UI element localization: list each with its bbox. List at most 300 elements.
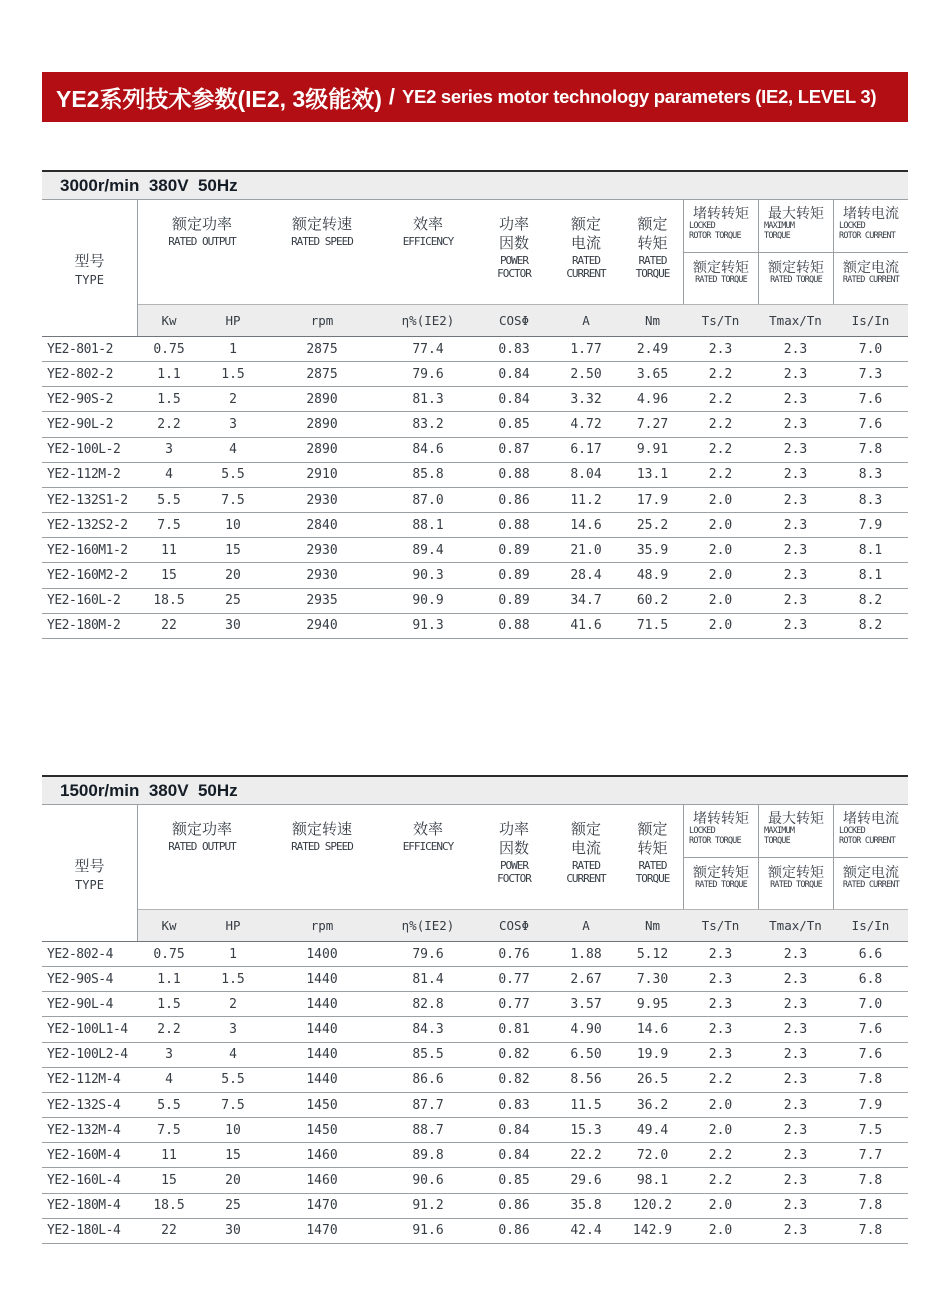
cell-rated-current: 6.17 [570,442,602,458]
cell-efficiency: 87.0 [412,492,444,508]
cell-hp: 30 [225,1223,241,1239]
column-header-en: CURRENT [566,267,606,281]
cell-rated-current: 21.0 [570,542,602,558]
cell-rpm: 1440 [306,1022,338,1038]
ratio-denominator-zh: 额定转矩 [693,864,749,880]
cell-cos-phi: 0.86 [498,492,530,508]
cell-rated-torque: 2.49 [636,341,669,357]
cell-hp: 20 [225,1172,241,1188]
column-header-en: RATED SPEED [291,839,353,853]
cell-type: YE2-180L-4 [47,1223,121,1239]
type-column-header [42,200,138,336]
speed-bar [42,775,908,805]
table-row [42,1219,908,1244]
cell-kw: 0.75 [153,946,185,962]
column-header-ts-tn [683,200,758,304]
cell-kw: 5.5 [157,492,181,508]
cell-kw: 22 [161,618,177,634]
cell-ts-tn: 2.2 [708,391,733,407]
column-header-zh: 功率 [498,216,529,233]
cell-rpm: 2935 [306,593,338,609]
cell-ts-tn: 2.3 [708,971,733,987]
speed-bar [42,170,908,200]
cell-ts-tn: 2.0 [708,492,733,508]
cell-rated-torque: 3.65 [636,366,669,382]
column-header-zh: 额定转速 [291,216,352,233]
cell-is-in: 7.5 [858,1122,883,1138]
table-row [42,362,908,387]
cell-is-in: 7.3 [858,366,883,382]
unit-tmax-tn: Tmax/Tn [769,313,822,329]
ratio-numerator-zh: 堵转转矩 [693,205,749,221]
cell-cos-phi: 0.77 [498,996,530,1012]
unit-efficiency: η%(IE2) [401,313,455,329]
cell-efficiency: 91.2 [412,1198,444,1214]
cell-kw: 3 [165,1047,173,1063]
cell-rpm: 2875 [306,366,338,382]
cell-kw: 1.1 [157,971,181,987]
cell-rated-current: 15.3 [570,1122,602,1138]
cell-type: YE2-160M2-2 [47,567,128,583]
cell-rated-torque: 19.9 [636,1047,669,1063]
cell-rpm: 1440 [306,1072,338,1088]
ratio-numerator [834,200,908,253]
cell-rpm: 1440 [306,971,338,987]
ratio-numerator [834,805,908,858]
column-header-en: POWER [499,253,529,267]
banner-title-divider: / [388,84,396,109]
unit-rated-torque: Nm [644,918,661,934]
cell-rated-torque: 13.1 [636,467,669,483]
cell-hp: 4 [229,442,237,458]
cell-is-in: 7.9 [858,517,883,533]
column-header-is-in [833,200,908,304]
column-header-zh: 效率 [412,821,443,838]
cell-cos-phi: 0.89 [498,542,530,558]
column-header-zh: 额定 [570,216,601,233]
cell-ts-tn: 2.2 [708,417,733,433]
cell-rpm: 1450 [306,1122,338,1138]
cell-type: YE2-180M-2 [47,618,121,634]
cell-hp: 5.5 [221,1072,245,1088]
ratio-denominator-zh: 额定电流 [843,864,899,880]
cell-efficiency: 85.8 [412,467,444,483]
column-header-en: POWER [499,858,529,872]
ratio-denominator-zh: 额定转矩 [768,864,824,880]
cell-is-in: 7.6 [858,1047,883,1063]
unit-kw: Kw [161,313,177,329]
ratio-numerator-en: ROTOR TORQUE [689,231,741,242]
cell-kw: 22 [161,1223,177,1239]
cell-type: YE2-90L-2 [47,417,113,433]
cell-type: YE2-90S-4 [47,971,113,987]
table-row [42,488,908,513]
cell-hp: 1 [229,946,237,962]
ratio-numerator-en: TORQUE [764,836,790,847]
cell-hp: 1.5 [221,971,245,987]
ratio-numerator-en: MAXIMUM [764,826,795,837]
cell-rated-current: 11.5 [570,1097,602,1113]
column-header-rated-current [622,200,683,304]
cell-type: YE2-90S-2 [47,391,113,407]
cell-tmax-tn: 2.3 [783,517,808,533]
cell-rated-torque: 14.6 [636,1022,669,1038]
cell-rpm: 1460 [306,1147,338,1163]
cell-tmax-tn: 2.3 [783,971,808,987]
cell-tmax-tn: 2.3 [783,1122,808,1138]
cell-tmax-tn: 2.3 [783,1047,808,1063]
cell-cos-phi: 0.87 [498,442,530,458]
cell-rpm: 2930 [306,542,338,558]
cell-efficiency: 90.9 [412,593,444,609]
cell-ts-tn: 2.0 [708,567,733,583]
cell-type: YE2-132S2-2 [47,517,128,533]
cell-hp: 1.5 [221,366,245,382]
cell-hp: 3 [229,417,237,433]
cell-rated-torque: 98.1 [636,1172,669,1188]
cell-rpm: 1450 [306,1097,338,1113]
cell-is-in: 7.9 [858,1097,883,1113]
unit-hp: HP [225,918,241,934]
unit-cos-phi: COSΦ [498,918,530,934]
table-row [42,1143,908,1168]
column-header-rpm [378,805,478,909]
column-header-efficiency [478,805,550,909]
cell-cos-phi: 0.88 [498,618,530,634]
ratio-denominator-zh: 额定转矩 [693,259,749,275]
table-body [42,337,908,639]
cell-efficiency: 90.6 [412,1172,444,1188]
cell-is-in: 6.8 [858,971,883,987]
cell-rated-torque: 120.2 [632,1198,673,1214]
cell-ts-tn: 2.3 [708,341,733,357]
column-header-is-in [833,805,908,909]
unit-rated-torque: Nm [644,313,661,329]
table-row [42,1068,908,1093]
cell-ts-tn: 2.0 [708,542,733,558]
column-header-zh: 功率 [498,821,529,838]
cell-rated-current: 1.77 [570,341,602,357]
cell-tmax-tn: 2.3 [783,467,808,483]
cell-kw: 2.2 [157,1022,181,1038]
cell-rated-torque: 26.5 [636,1072,669,1088]
cell-ts-tn: 2.0 [708,517,733,533]
column-header-efficiency [478,200,550,304]
banner-title-zh: YE2系列技术参数(IE2, 3级能效) [56,85,382,112]
cell-hp: 25 [225,1198,241,1214]
cell-rated-current: 22.2 [570,1147,602,1163]
cell-ts-tn: 2.3 [708,996,733,1012]
cell-type: YE2-100L-2 [47,442,121,458]
cell-ts-tn: 2.3 [708,1047,733,1063]
cell-rated-current: 29.6 [570,1172,602,1188]
cell-rpm: 1400 [306,946,338,962]
cell-type: YE2-160M1-2 [47,542,128,558]
cell-type: YE2-132M-4 [47,1122,121,1138]
cell-ts-tn: 2.2 [708,1147,733,1163]
ratio-denominator-en: RATED TORQUE [695,275,747,286]
cell-rated-current: 42.4 [570,1223,602,1239]
ratio-denominator [834,858,908,909]
unit-hp: HP [225,313,241,329]
cell-type: YE2-160M-4 [47,1147,121,1163]
column-header-ts-tn [683,805,758,909]
type-column-header [42,805,138,941]
cell-rated-current: 3.57 [570,996,602,1012]
cell-is-in: 7.0 [858,996,883,1012]
column-header-en: RATED OUTPUT [168,234,236,248]
speed-bar-title: 3000r/min 380V 50Hz [60,175,238,195]
cell-rpm: 1460 [306,1172,338,1188]
table-row [42,412,908,437]
column-header-en: RATED [571,858,601,872]
cell-ts-tn: 2.0 [708,1122,733,1138]
column-header-en: EFFICENCY [402,839,454,853]
table-row [42,1194,908,1219]
cell-type: YE2-180M-4 [47,1198,121,1214]
cell-efficiency: 91.3 [412,618,444,634]
cell-efficiency: 88.7 [412,1122,444,1138]
cell-tmax-tn: 2.3 [783,542,808,558]
unit-cos-phi: COSΦ [498,313,530,329]
cell-rated-current: 41.6 [570,618,602,634]
cell-ts-tn: 2.0 [708,1198,733,1214]
cell-hp: 2 [229,391,237,407]
unit-ts-tn: Ts/Tn [701,313,740,329]
column-header-zh: 转矩 [637,839,668,857]
cell-hp: 25 [225,593,241,609]
cell-rpm: 1470 [306,1198,338,1214]
cell-cos-phi: 0.83 [498,341,530,357]
ratio-numerator-en: TORQUE [764,231,790,242]
cell-hp: 10 [225,517,241,533]
cell-kw: 7.5 [157,517,181,533]
cell-efficiency: 81.4 [412,971,444,987]
cell-efficiency: 90.3 [412,567,444,583]
banner-title-en: YE2 series motor technology parameters (IE2, LEVEL 3) [402,86,877,107]
cell-hp: 15 [225,1147,241,1163]
cell-rated-current: 1.88 [570,946,602,962]
cell-is-in: 8.2 [858,593,883,609]
cell-rated-torque: 36.2 [636,1097,669,1113]
type-label-zh: 型号 [74,857,105,875]
cell-ts-tn: 2.2 [708,442,733,458]
cell-efficiency: 89.4 [412,542,444,558]
cell-efficiency: 87.7 [412,1097,444,1113]
table-row [42,563,908,588]
type-label-zh: 型号 [74,252,105,270]
column-header-hp [266,805,378,909]
unit-is-in: Is/In [851,918,890,934]
cell-rated-current: 3.32 [570,391,602,407]
parameters-table-3000rpm [42,170,908,639]
cell-rpm: 2890 [306,391,338,407]
cell-hp: 1 [229,341,237,357]
cell-type: YE2-100L1-4 [47,1022,128,1038]
cell-rated-current: 34.7 [570,593,602,609]
cell-type: YE2-160L-4 [47,1172,121,1188]
ratio-denominator [684,253,758,304]
cell-hp: 30 [225,618,241,634]
cell-rpm: 2930 [306,492,338,508]
ratio-denominator [759,858,833,909]
cell-rated-current: 2.67 [570,971,602,987]
cell-cos-phi: 0.86 [498,1223,530,1239]
cell-kw: 18.5 [153,1198,185,1214]
ratio-denominator [759,253,833,304]
cell-hp: 3 [229,1022,237,1038]
cell-cos-phi: 0.82 [498,1072,530,1088]
cell-rated-torque: 7.30 [636,971,669,987]
cell-efficiency: 82.8 [412,996,444,1012]
column-header-zh: 额定 [637,821,668,838]
cell-is-in: 8.1 [858,542,883,558]
cell-ts-tn: 2.3 [708,946,733,962]
column-header-en: RATED OUTPUT [168,839,236,853]
cell-tmax-tn: 2.3 [783,567,808,583]
column-header-zh: 效率 [412,216,443,233]
cell-tmax-tn: 2.3 [783,1097,808,1113]
cell-ts-tn: 2.0 [708,1223,733,1239]
cell-rated-torque: 17.9 [636,492,669,508]
cell-efficiency: 77.4 [412,341,444,357]
ratio-numerator-en: LOCKED [689,221,715,232]
table-row [42,614,908,639]
ratio-numerator-en: LOCKED [839,221,865,232]
ratio-denominator [684,858,758,909]
column-header-en: CURRENT [566,872,606,886]
cell-rated-torque: 9.95 [636,996,669,1012]
cell-cos-phi: 0.82 [498,1047,530,1063]
cell-rated-torque: 5.12 [636,946,669,962]
cell-rated-current: 28.4 [570,567,602,583]
cell-efficiency: 84.6 [412,442,444,458]
column-header-en: TORQUE [635,267,670,281]
cell-hp: 15 [225,542,241,558]
column-header-zh: 额定 [637,216,668,233]
column-header-en: RATED [638,858,667,872]
title-banner [42,72,908,122]
cell-kw: 7.5 [157,1122,181,1138]
cell-kw: 11 [161,1147,177,1163]
column-header-zh: 因数 [498,839,529,857]
cell-is-in: 7.8 [858,442,883,458]
cell-rated-torque: 142.9 [632,1223,673,1239]
cell-cos-phi: 0.88 [498,517,530,533]
cell-rpm: 2890 [306,442,338,458]
ratio-numerator [684,200,758,253]
cell-rated-torque: 60.2 [636,593,669,609]
type-label-en: TYPE [75,272,104,287]
cell-tmax-tn: 2.3 [783,492,808,508]
table-row [42,337,908,362]
cell-hp: 2 [229,996,237,1012]
cell-hp: 7.5 [221,492,245,508]
cell-kw: 4 [165,467,173,483]
cell-cos-phi: 0.89 [498,567,530,583]
cell-ts-tn: 2.2 [708,467,733,483]
cell-kw: 1.5 [157,996,181,1012]
cell-rpm: 1440 [306,1047,338,1063]
speed-bar-title: 1500r/min 380V 50Hz [60,780,238,800]
cell-kw: 1.1 [157,366,181,382]
unit-is-in: Is/In [851,313,890,329]
cell-kw: 1.5 [157,391,181,407]
cell-type: YE2-801-2 [47,341,113,357]
cell-efficiency: 79.6 [412,946,444,962]
header-columns [138,200,908,304]
cell-is-in: 7.6 [858,417,883,433]
ratio-numerator-zh: 最大转矩 [768,810,824,826]
ratio-denominator-en: RATED TORQUE [770,880,822,891]
ratio-denominator-en: RATED TORQUE [770,275,822,286]
cell-rated-torque: 25.2 [636,517,669,533]
cell-ts-tn: 2.0 [708,593,733,609]
header-columns [138,805,908,909]
column-header-zh: 额定功率 [171,216,232,233]
table-header [42,200,908,337]
table-row [42,589,908,614]
cell-rated-torque: 7.27 [636,417,669,433]
cell-cos-phi: 0.81 [498,1022,530,1038]
unit-kw: Kw [161,918,177,934]
cell-kw: 15 [161,1172,177,1188]
column-header-zh: 额定转速 [291,821,352,838]
column-header-tmax-tn [758,200,833,304]
cell-type: YE2-132S1-2 [47,492,128,508]
ratio-denominator-zh: 额定电流 [843,259,899,275]
unit-rated-current: A [582,313,590,329]
cell-hp: 7.5 [221,1097,245,1113]
cell-ts-tn: 2.2 [708,1172,733,1188]
ratio-numerator-en: MAXIMUM [764,221,795,232]
cell-tmax-tn: 2.3 [783,946,808,962]
column-header-kw [138,200,266,304]
column-header-hp [266,200,378,304]
cell-ts-tn: 2.0 [708,618,733,634]
column-header-en: FOCTOR [497,267,531,281]
cell-is-in: 7.8 [858,1072,883,1088]
cell-kw: 18.5 [153,593,185,609]
cell-efficiency: 89.8 [412,1147,444,1163]
cell-efficiency: 79.6 [412,366,444,382]
ratio-numerator [684,805,758,858]
table-header [42,805,908,942]
cell-efficiency: 85.5 [412,1047,444,1063]
cell-hp: 10 [225,1122,241,1138]
unit-rated-current: A [582,918,590,934]
cell-rpm: 2940 [306,618,338,634]
cell-efficiency: 81.3 [412,391,444,407]
cell-is-in: 6.6 [858,946,883,962]
cell-rpm: 2875 [306,341,338,357]
cell-tmax-tn: 2.3 [783,618,808,634]
cell-ts-tn: 2.2 [708,1072,733,1088]
cell-efficiency: 86.6 [412,1072,444,1088]
ratio-numerator-en: ROTOR TORQUE [689,836,741,847]
cell-is-in: 7.6 [858,391,883,407]
cell-is-in: 8.3 [858,467,883,483]
cell-kw: 5.5 [157,1097,181,1113]
column-header-en: RATED [638,253,667,267]
cell-efficiency: 84.3 [412,1022,444,1038]
cell-rated-torque: 4.96 [636,391,669,407]
cell-rated-current: 6.50 [570,1047,602,1063]
ratio-numerator [759,805,833,858]
cell-rpm: 2890 [306,417,338,433]
ratio-numerator-en: ROTOR CURRENT [839,231,896,242]
column-header-zh: 因数 [498,234,529,252]
